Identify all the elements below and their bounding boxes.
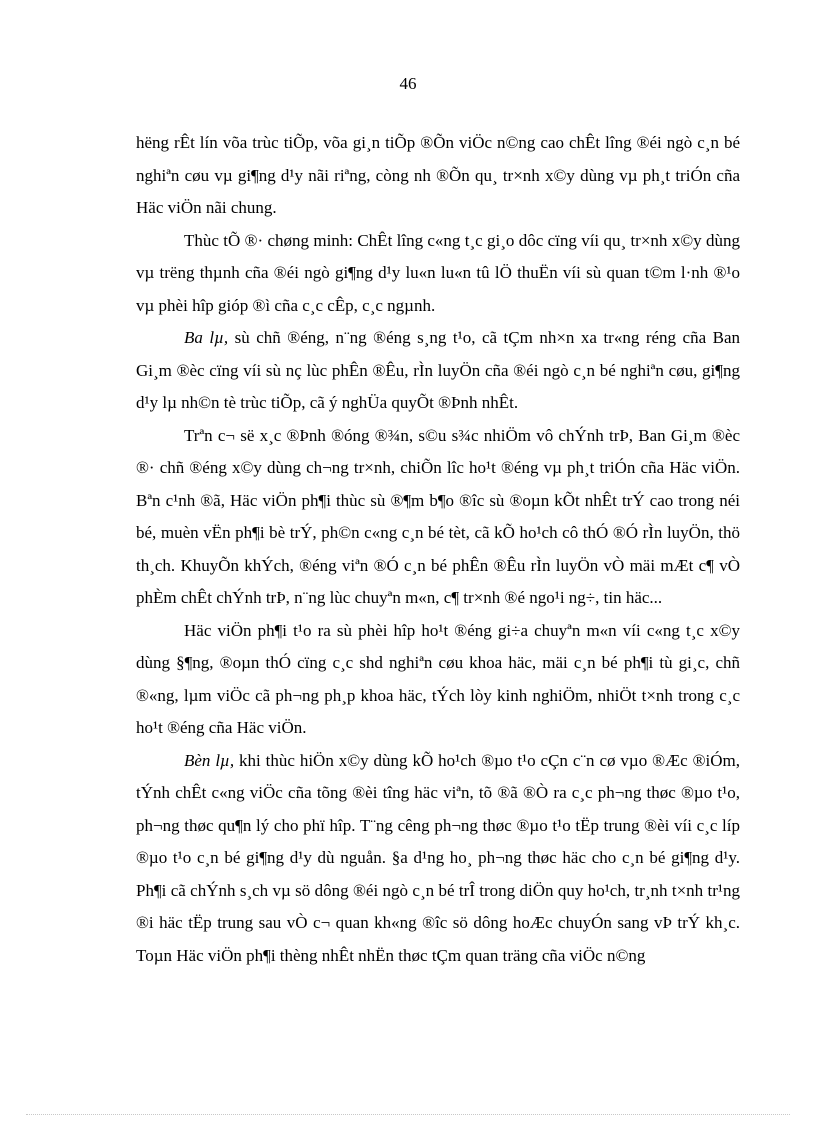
paragraph-text: Häc viÖn ph¶i t¹o ra sù phèi hîp ho¹t ®éng gi÷a chuyªn m«n víi c«ng t¸c x©y dùng §¶ng, ®oµn thÓ cïng c¸c shd nghiªn cøu khoa häc, mäi c¸n bé ph¶i tù gi¸c, chñ ®«ng, lµm viÖc cã ph¬ng ph¸p khoa häc, tÝch lòy kinh nghiÖm, nhiÖt t×nh trong c¸c ho¹t ®éng cña Häc viÖn. <box>136 620 740 737</box>
paragraph-lead: Bèn lµ, <box>184 750 235 770</box>
page-bottom-border <box>26 1114 790 1115</box>
paragraph-lead: Ba lµ, <box>184 328 229 347</box>
paragraph-5 <box>136 615 740 745</box>
paragraph-text: khi thùc hiÖn x©y dùng kÕ ho¹ch ®µo t¹o cÇn c¨n cø vµo ®Æc ®iÓm, tÝnh chÊt c«ng viÖc cña tõng ®èi tîng häc viªn, tõ ®ã ®Ò ra c¸c ph¬ng thøc ®µo t¹o, ph¬ng thøc qu¶n lý cho phï hîp. T¨ng cêng ph¬ng thøc ®µo t¹o tËp trung ®èi víi c¸c líp ®µo t¹o c¸n bé gi¶ng d¹y dù nguån. §a d¹ng ho¸ ph¬ng thøc häc cho c¸n bé gi¶ng d¹y. Ph¶i cã chÝnh s¸ch vµ sö dông ®éi ngò c¸n bé trÎ trong diÖn quy ho¹ch, tr¸nh t×nh tr¹ng ®i häc tËp trung sau vÒ c¬ quan kh«ng ®îc sö dông hoÆc chuyÓn sang vÞ trÝ kh¸c. Toµn Häc viÖn ph¶i thèng nhÊt nhËn thøc tÇm quan träng cña viÖc n©ng <box>136 750 740 965</box>
paragraph-1 <box>136 127 740 225</box>
page-number: 46 <box>399 74 417 93</box>
paragraph-text: Thùc tÕ ®· chøng minh: ChÊt lîng c«ng t¸c gi¸o dôc cïng víi qu¸ tr×nh x©y dùng vµ trëng thµnh cña ®éi ngò gi¶ng d¹y lu«n lu«n tû lÖ thuËn víi sù quan t©m l·nh ®¹o vµ phèi hîp gióp ®ì cña c¸c cÊp, c¸c ngµnh. <box>136 230 740 315</box>
body-text <box>136 127 740 972</box>
paragraph-2 <box>136 225 740 323</box>
paragraph-4 <box>136 420 740 615</box>
paragraph-6 <box>136 745 740 973</box>
paragraph-text: hëng rÊt lín võa trùc tiÕp, võa gi¸n tiÕp ®Õn viÖc n©ng cao chÊt lîng ®éi ngò c¸n bé nghiªn cøu vµ gi¶ng d¹y nãi riªng, còng nh ®Õn qu¸ tr×nh x©y dùng vµ ph¸t triÓn cña Häc viÖn nãi chung. <box>136 133 740 217</box>
paragraph-text: Trªn c¬ së x¸c ®Þnh ®óng ®¾n, s©u s¾c nhiÖm vô chÝnh trÞ, Ban Gi¸m ®èc ®· chñ ®éng x©y dùng ch¬ng tr×nh, chiÕn lîc ho¹t ®éng vµ ph¸t triÓn cña Häc viÖn. Bªn c¹nh ®ã, Häc viÖn ph¶i thùc sù ®¶m b¶o ®îc sù ®oµn kÕt nhÊt trÝ cao trong néi bé, muèn vËn ph¶i bè trÝ, ph©n c«ng c¸n bé tèt, cã kÕ ho¹ch cô thÓ ®Ó rÌn luyÖn, thö th¸ch. KhuyÕn khÝch, ®éng viªn ®Ó c¸n bé phÊn ®Êu rÌn luyÖn vÒ mäi mÆt c¶ vÒ phÈm chÊt chÝnh trÞ, n¨ng lùc chuyªn m«n, c¶ tr×nh ®é ngo¹i ng÷, tin häc... <box>136 425 740 607</box>
paragraph-3 <box>136 322 740 420</box>
paragraph-text: sù chñ ®éng, n¨ng ®éng s¸ng t¹o, cã tÇm nh×n xa tr«ng réng cña Ban Gi¸m ®èc cïng víi sù nç lùc phÊn ®Êu, rÌn luyÖn cña ®éi ngò c¸n bé nghiªn cøu, gi¶ng d¹y lµ nh©n tè trùc tiÕp, cã ý nghÜa quyÕt ®Þnh nhÊt. <box>136 328 740 412</box>
